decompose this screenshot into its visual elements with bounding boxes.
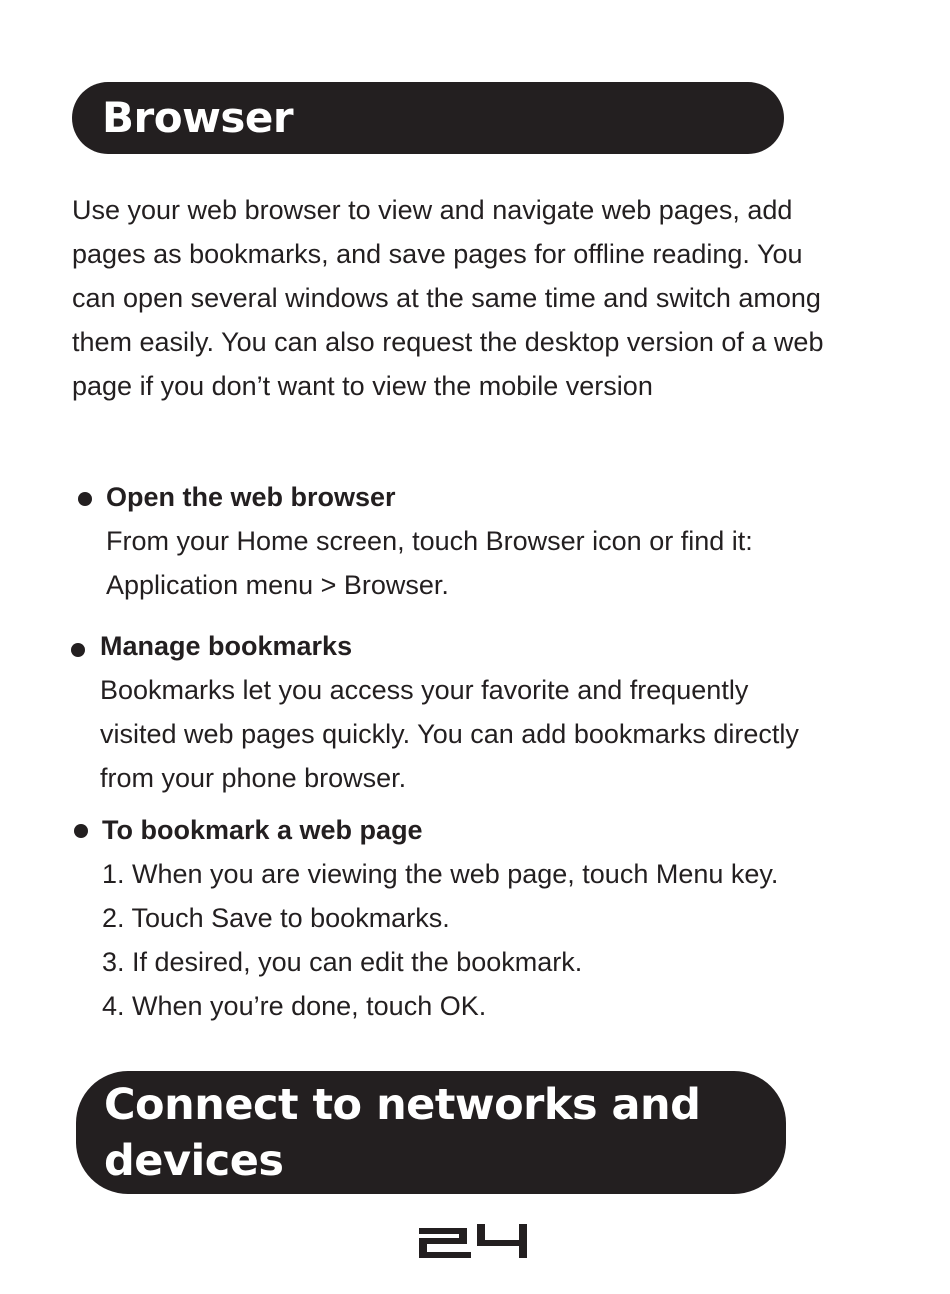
bullet-heading: Open the web browser: [106, 482, 396, 512]
bullet-bookmark-web-page: [102, 808, 902, 1028]
bullet-manage-bookmarks: [100, 624, 900, 800]
section-banner-browser: [72, 82, 784, 154]
bullet-text-line: visited web pages quickly. You can add bookmarks directly: [100, 719, 799, 749]
bullet-heading: Manage bookmarks: [100, 631, 353, 661]
bullet-heading: To bookmark a web page: [102, 815, 423, 845]
section-title-browser: Browser: [102, 93, 294, 142]
bullet-dot-icon: [74, 824, 88, 838]
section-banner-connect: [76, 1071, 786, 1194]
step-item: 3. If desired, you can edit the bookmark.: [102, 947, 583, 977]
step-item: 4. When you’re done, touch OK.: [102, 991, 487, 1021]
step-item: 1. When you are viewing the web page, touch Menu key.: [102, 859, 779, 889]
bullet-text-line: Bookmarks let you access your favorite and frequently: [100, 675, 749, 705]
browser-intro-paragraph: Use your web browser to view and navigate web pages, add pages as bookmarks, and save pages for offline reading. You can open several windows at the same time and switch among them easily. You can also request the desktop version of a web page if you don’t want to view the mobile version: [72, 195, 824, 401]
bullet-text-line: Application menu > Browser.: [106, 570, 449, 600]
bullet-text-line: From your Home screen, touch Browser icon or find it:: [106, 526, 753, 556]
bullet-dot-icon: [71, 643, 85, 657]
bullet-open-browser: [106, 475, 906, 607]
page-number-glyphs: [415, 1222, 535, 1262]
bullet-dot-icon: [78, 492, 92, 506]
step-item: 2. Touch Save to bookmarks.: [102, 903, 450, 933]
page-number: [0, 1222, 950, 1267]
bullet-text-line: from your phone browser.: [100, 763, 407, 793]
section-title-connect: Connect to networks and devices: [104, 1080, 701, 1186]
